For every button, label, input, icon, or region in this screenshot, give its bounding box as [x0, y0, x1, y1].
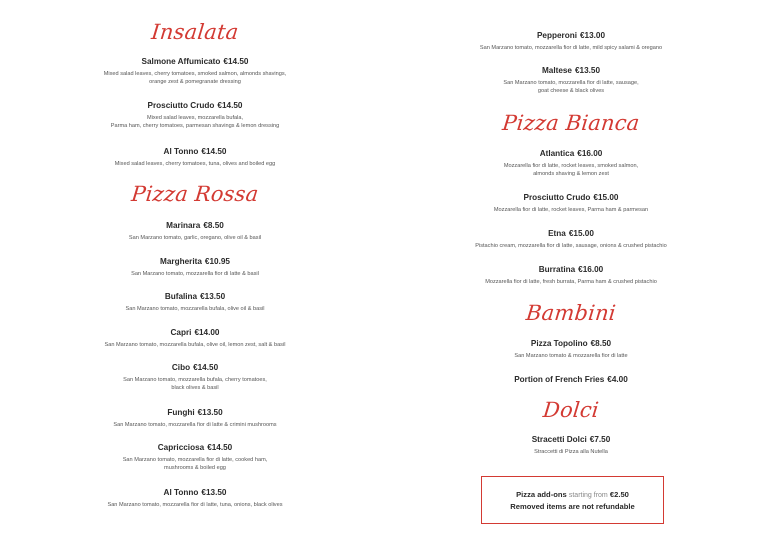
menu-item: Portion of French Fries €4.00: [514, 375, 628, 384]
addons-box: [481, 476, 664, 524]
menu-item: Atlantica €16.00 Mozzarella fior di latte, rocket leaves, smoked salmon, almonds shaving & lemon zest: [503, 149, 639, 177]
menu-item: Stracetti Dolci €7.50 Straccetti di Pizza alla Nutella: [531, 435, 611, 455]
menu-item: Maltese €13.50 San Marzano tomato, mozzarella fior di latte, sausage, goat cheese & black olives: [503, 66, 639, 94]
heading-dolci: Dolci: [541, 398, 601, 422]
heading-insalata: Insalata: [150, 20, 240, 44]
addons-price: €2.50: [609, 490, 629, 499]
menu-item: Al Tonno €13.50 San Marzano tomato, mozzarella fior di latte, tuna, onions, black olives: [107, 488, 283, 508]
menu-item: Funghi €13.50 San Marzano tomato, mozzarella fior di latte & crimini mushrooms: [113, 408, 277, 428]
menu-item: Bufalina €13.50 San Marzano tomato, mozzarella bufala, olive oil & basil: [125, 292, 265, 312]
menu-item: Al Tonno €14.50 Mixed salad leaves, cherry tomatoes, tuna, olives and boiled egg: [114, 147, 276, 167]
menu-item: Prosciutto Crudo €14.50 Mixed salad leaves, mozzarella bufala, Parma ham, cherry tomatoes, parmesan shavings & lemon dressing: [110, 101, 280, 129]
menu-item: Burratina €16.00 Mozzarella fior di latte, fresh burrata, Parma ham & crushed pistachio: [485, 265, 657, 285]
addons-starting: starting from: [568, 492, 608, 499]
menu-item: Capri €14.00 San Marzano tomato, mozzarella bufala, olive oil, lemon zest, salt & basil: [104, 328, 286, 348]
heading-pizza-bianca: Pizza Bianca: [501, 111, 641, 135]
menu-item: Cibo €14.50 San Marzano tomato, mozzarella bufala, cherry tomatoes, black olives & basil: [123, 363, 267, 391]
heading-pizza-rossa: Pizza Rossa: [130, 182, 260, 206]
menu-item: Prosciutto Crudo €15.00 Mozzarella fior di latte, rocket leaves, Parma ham & parmesan: [493, 193, 649, 213]
menu-item: Salmone Affumicato €14.50 Mixed salad leaves, cherry tomatoes, smoked salmon, almonds shavings, orange zest & pomegranate dressing: [103, 57, 287, 85]
heading-bambini: Bambini: [524, 301, 618, 325]
menu-item: Margherita €10.95 San Marzano tomato, mozzarella fior di latte & basil: [131, 257, 259, 277]
menu-item: Pepperoni €13.00 San Marzano tomato, mozzarella fior di latte, mild spicy salami & oregano: [479, 31, 663, 51]
addons-note: Removed items are not refundable: [510, 502, 635, 511]
menu-item: Marinara €8.50 San Marzano tomato, garlic, oregano, olive oil & basil: [128, 221, 262, 241]
menu-item: Pizza Topolino €8.50 San Marzano tomato & mozzarella fior di latte: [514, 339, 628, 359]
menu-item: Capricciosa €14.50 San Marzano tomato, mozzarella fior di latte, cooked ham, mushrooms & boiled egg: [122, 443, 268, 471]
menu-item: Etna €15.00 Pistachio cream, mozzarella fior di latte, sausage, onions & crushed pistachio: [475, 229, 667, 249]
addons-label: Pizza add-ons: [516, 490, 567, 499]
